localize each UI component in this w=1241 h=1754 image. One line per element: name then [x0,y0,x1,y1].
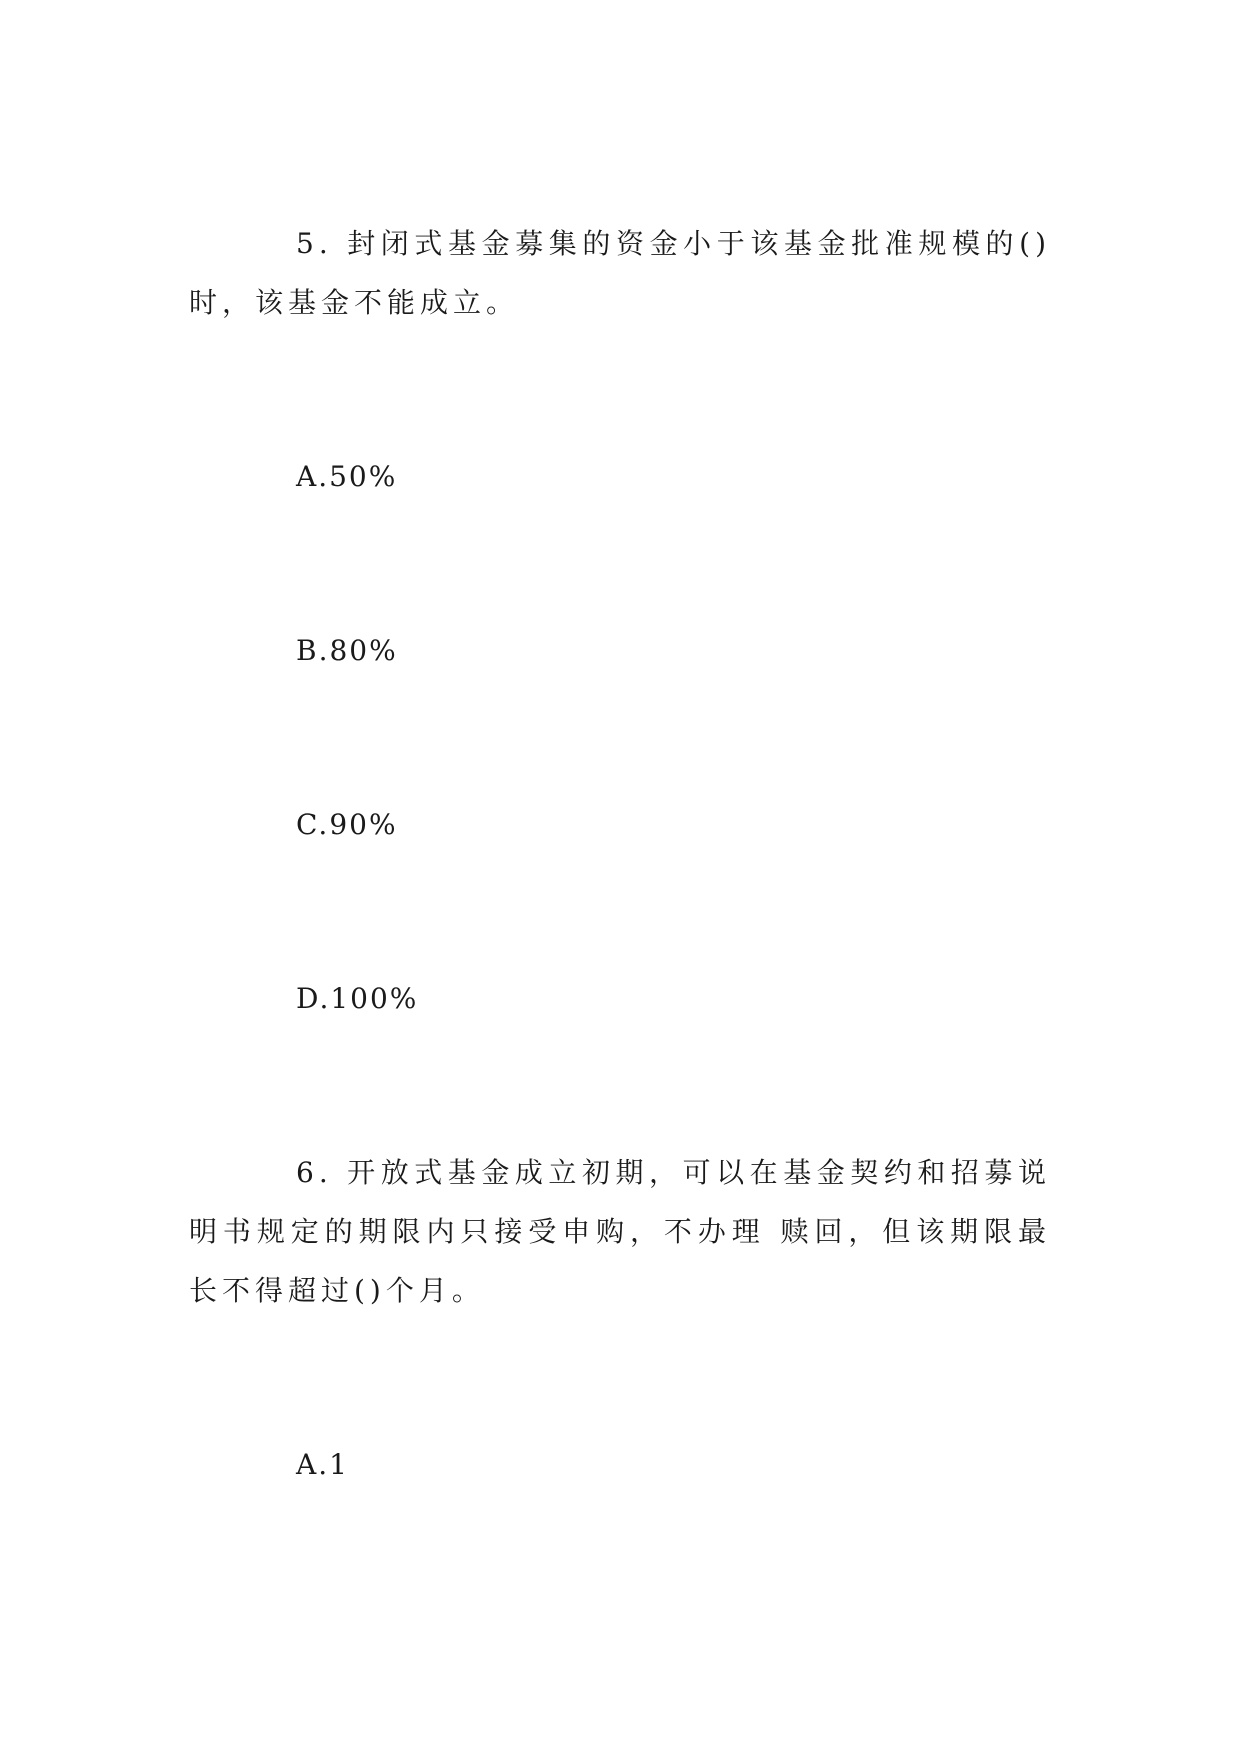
question-6-stem-line-3: 长不得超过()个月。 [189,1274,485,1307]
question-5-option-b: B.80% [296,634,398,667]
question-6-stem-line-2: 明书规定的期限内只接受申购，不办理 赎回，但该期限最 [189,1215,1051,1248]
question-5-option-c: C.90% [296,808,398,841]
question-5-stem-line-1: 5. 封闭式基金募集的资金小于该基金批准规模的() [296,227,1051,260]
question-5-stem-line-2: 时，该基金不能成立。 [189,286,520,319]
question-5-option-a: A.50% [296,460,398,493]
question-5-option-d: D.100% [296,982,419,1015]
question-6-stem-line-1: 6. 开放式基金成立初期，可以在基金契约和招募说 [296,1156,1051,1189]
question-6-option-a: A.1 [296,1448,349,1481]
